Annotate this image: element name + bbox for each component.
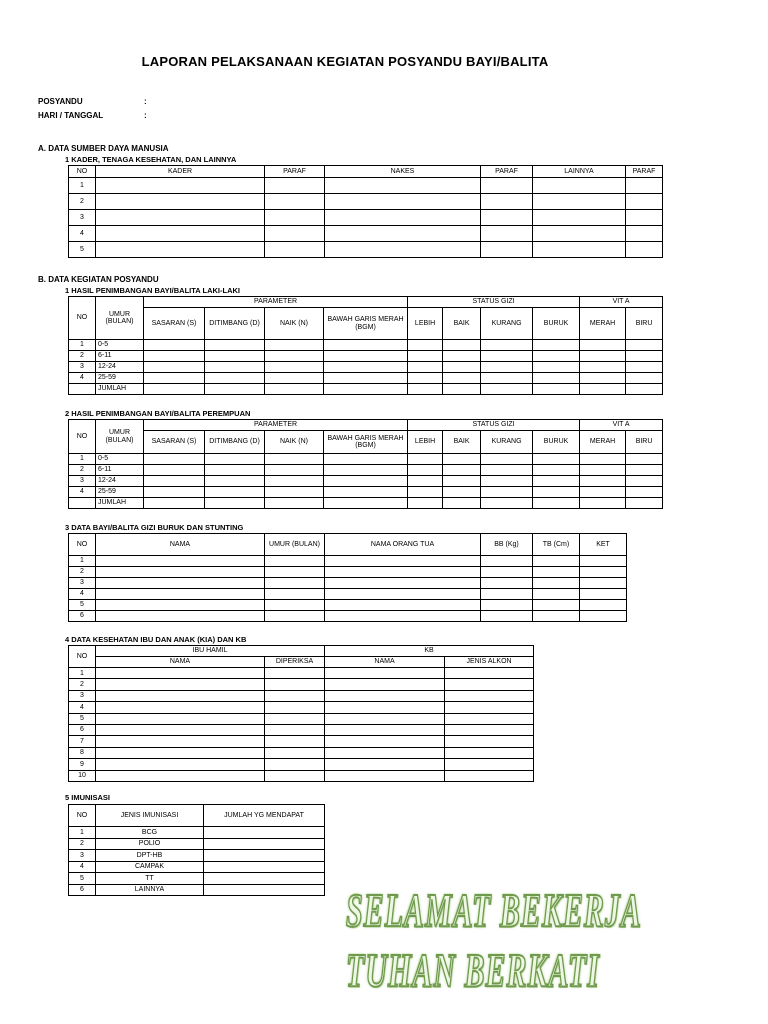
row-number: 3 [69,362,96,373]
tanggal-colon: : [144,111,147,120]
row-number: 6 [69,611,96,622]
posyandu-colon: : [144,97,147,106]
header-cell: KADER [96,166,265,178]
row-number: 4 [69,589,96,600]
page-title: LAPORAN PELAKSANAAN KEGIATAN POSYANDU BAYI/BALITA [141,54,549,69]
table-row [69,600,627,611]
header-cell: NO [69,534,96,556]
table-row [69,724,534,735]
row-umur: 25-59 [96,373,144,384]
header-cell: NAIK (N) [265,308,324,340]
table-row [69,454,663,465]
header-cell: NAMA [96,657,265,668]
table-row [69,242,663,258]
posyandu-label: POSYANDU [38,97,83,106]
header-cell: TB (Cm) [533,534,580,556]
table-row [69,373,663,384]
header-cell: DITIMBANG (D) [205,308,265,340]
header-cell: BIRU [626,308,663,340]
row-number: 3 [69,578,96,589]
table-row [69,556,627,567]
header-vita: VIT A [580,420,663,431]
row-number: 2 [69,351,96,362]
table-row [69,827,325,839]
row-umur: 25-59 [96,487,144,498]
section-a-sub: 1 KADER, TENAGA KESEHATAN, DAN LAINNYA [65,155,237,164]
header-cell: LAINNYA [533,166,626,178]
table-row [69,340,663,351]
table-row [69,759,534,770]
header-cell: MERAH [580,431,626,454]
vaccine-name: CAMPAK [96,861,204,873]
kia-table [68,645,534,782]
header-cell: NO [69,805,96,827]
row-number: 4 [69,861,96,873]
jumlah-label: JUMLAH [96,498,144,509]
header-cell: JUMLAH YG MENDAPAT [204,805,325,827]
row-number: 2 [69,465,96,476]
row-number: 1 [69,340,96,351]
table-row [69,351,663,362]
header-cell: NAMA ORANG TUA [325,534,481,556]
row-number: 3 [69,210,96,226]
header-cell: NO [69,166,96,178]
header-cell: BB (Kg) [481,534,533,556]
table-row [69,838,325,850]
table-row [69,850,325,862]
row-number: 10 [69,770,96,781]
header-no: NO [69,297,96,340]
row-umur: 12-24 [96,362,144,373]
table-row [69,736,534,747]
header-cell: SASARAN (S) [144,431,205,454]
table-row [69,362,663,373]
row-number: 4 [69,487,96,498]
imunisasi-table [68,804,325,896]
table-row [69,611,627,622]
header-cell: LEBIH [408,308,443,340]
weigh-girls-table [68,419,663,509]
stamp-line-1: SELAMAT BEKERJA [346,885,642,938]
row-umur: 6-11 [96,351,144,362]
row-number: 5 [69,600,96,611]
header-cell: DIPERIKSA [265,657,325,668]
table-row [69,770,534,781]
gizi-table [68,533,627,622]
header-parameter: PARAMETER [144,420,408,431]
table-row [69,679,534,690]
header-cell: JENIS IMUNISASI [96,805,204,827]
row-number: 1 [69,454,96,465]
table-row [69,487,663,498]
header-cell: DITIMBANG (D) [205,431,265,454]
row-number: 3 [69,476,96,487]
row-number: 6 [69,884,96,896]
table-row [69,589,627,600]
header-cell: NAMA [96,534,265,556]
jumlah-row [69,384,663,395]
table-row [69,178,663,194]
header-cell: BAWAH GARIS MERAH (BGM) [324,431,408,454]
header-cell: NAMA [325,657,445,668]
table-row [69,702,534,713]
table-row [69,861,325,873]
weigh-boys-table [68,296,663,395]
row-number: 2 [69,679,96,690]
header-cell: PARAF [265,166,325,178]
row-number: 2 [69,838,96,850]
table-row [69,476,663,487]
table-row [69,668,534,679]
header-no: NO [69,420,96,454]
row-number: 2 [69,194,96,210]
table-row [69,873,325,885]
section-b-heading: B. DATA KEGIATAN POSYANDU [38,275,159,284]
stamp-line-2: TUHAN BERKATI [346,945,600,998]
header-ibu-hamil: IBU HAMIL [96,646,325,657]
table-row [69,884,325,896]
table-row [69,194,663,210]
imunisasi-sub: 5 IMUNISASI [65,793,111,802]
header-cell: KURANG [481,431,533,454]
row-number: 5 [69,713,96,724]
table-row [69,210,663,226]
row-number: 1 [69,178,96,194]
header-cell: BURUK [533,431,580,454]
row-number: 1 [69,556,96,567]
jumlah-label: JUMLAH [96,384,144,395]
table-row [69,747,534,758]
row-number: 6 [69,724,96,735]
row-number: 5 [69,242,96,258]
posyandu-field [38,97,147,106]
row-number: 8 [69,747,96,758]
table-row [69,567,627,578]
header-kb: KB [325,646,534,657]
sdm-header-row [69,166,663,178]
row-number: 4 [69,702,96,713]
header-cell: BAIK [443,308,481,340]
header-umur: UMUR (BULAN) [96,420,144,454]
header-cell: PARAF [481,166,533,178]
gizi-sub: 3 DATA BAYI/BALITA GIZI BURUK DAN STUNTING [65,523,244,532]
header-cell: BIRU [626,431,663,454]
jumlah-row [69,498,663,509]
vaccine-name: LAINNYA [96,884,204,896]
table-row [69,690,534,701]
tanggal-field [38,111,147,120]
header-parameter: PARAMETER [144,297,408,308]
tanggal-label: HARI / TANGGAL [38,111,104,120]
table-row [69,226,663,242]
vaccine-name: BCG [96,827,204,839]
row-umur: 12-24 [96,476,144,487]
weigh-boys-sub: 1 HASIL PENIMBANGAN BAYI/BALITA LAKI-LAKI [65,286,241,295]
header-cell: KET [580,534,627,556]
header-status-gizi: STATUS GIZI [408,297,580,308]
header-cell: MERAH [580,308,626,340]
header-cell: BURUK [533,308,580,340]
header-vita: VIT A [580,297,663,308]
table-row [69,465,663,476]
row-number: 3 [69,690,96,701]
header-umur: UMUR (BULAN) [96,297,144,340]
vaccine-name: DPT-HB [96,850,204,862]
row-number: 4 [69,226,96,242]
vaccine-name: POLIO [96,838,204,850]
header-cell: BAWAH GARIS MERAH (BGM) [324,308,408,340]
section-a-heading: A. DATA SUMBER DAYA MANUSIA [38,144,169,153]
table-row [69,578,627,589]
row-umur: 0-5 [96,340,144,351]
vaccine-name: TT [96,873,204,885]
header-cell: LEBIH [408,431,443,454]
header-cell: NAIK (N) [265,431,324,454]
row-number: 1 [69,668,96,679]
row-number: 1 [69,827,96,839]
header-cell: BAIK [443,431,481,454]
header-cell: NAKES [325,166,481,178]
header-cell: UMUR (BULAN) [265,534,325,556]
row-number: 9 [69,759,96,770]
row-number: 5 [69,873,96,885]
row-number: 4 [69,373,96,384]
header-cell: JENIS ALKON [445,657,534,668]
table-row [69,713,534,724]
row-number: 7 [69,736,96,747]
row-umur: 0-5 [96,454,144,465]
sdm-table [68,165,663,258]
header-cell: KURANG [481,308,533,340]
row-umur: 6-11 [96,465,144,476]
header-cell: SASARAN (S) [144,308,205,340]
header-cell: PARAF [626,166,663,178]
header-status-gizi: STATUS GIZI [408,420,580,431]
weigh-girls-sub: 2 HASIL PENIMBANGAN BAYI/BALITA PEREMPUAN [65,409,251,418]
kia-sub: 4 DATA KESEHATAN IBU DAN ANAK (KIA) DAN KB [65,635,247,644]
row-number: 2 [69,567,96,578]
row-number: 3 [69,850,96,862]
header-no: NO [69,646,96,668]
